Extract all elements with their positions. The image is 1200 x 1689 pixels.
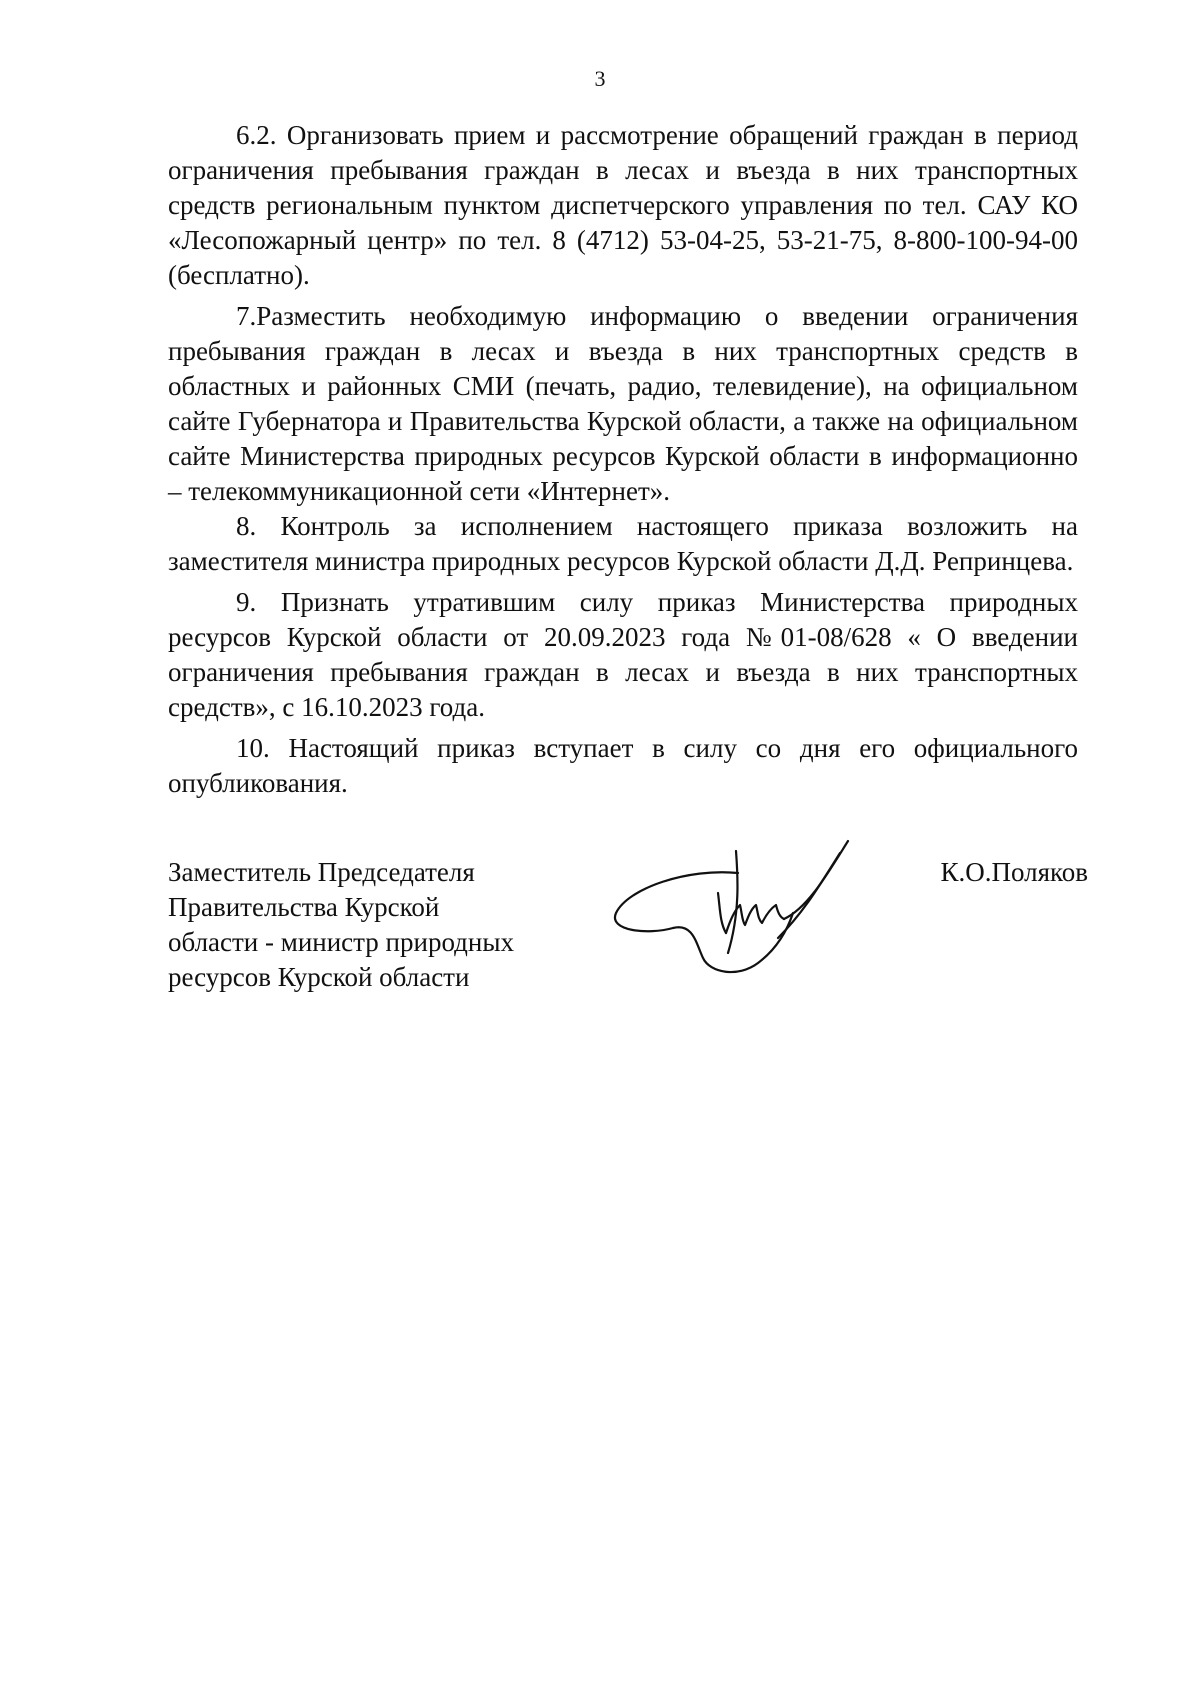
signer-title [168, 855, 568, 995]
signature-block [168, 855, 1088, 1015]
signer-title-line: Правительства Курской [168, 892, 440, 922]
signer-title-line: Заместитель Председателя [168, 857, 475, 887]
document-body [168, 118, 1078, 801]
handwritten-signature [608, 833, 878, 983]
paragraph-8: 8. Контроль за исполнением настоящего приказа возложить на заместителя министра природных ресурсов Курской области Д.Д. Репринцева. [168, 511, 1078, 576]
signer-title-line: области - министр природных [168, 927, 514, 957]
page-number: 3 [594, 66, 606, 91]
paragraph-7: 7.Разместить необходимую информацию о введении ограничения пребывания граждан в лесах и въезда в них транспортных средств в областных и районных СМИ (печать, радио, телевидение), на официальном сайте Губернатора и Правительства Курской области, а также на официальном сайте Министерства природных ресурсов Курской области в информационно – телекоммуникационной сети «Интернет». [168, 301, 1078, 506]
paragraph-10: 10. Настоящий приказ вступает в силу со дня его официального опубликования. [168, 733, 1078, 798]
signer-title-line: ресурсов Курской области [168, 962, 470, 992]
paragraph-9: 9. Признать утратившим силу приказ Министерства природных ресурсов Курской области от 20.09.2023 года №01-08/628 « О введении ограничения пребывания граждан в лесах и въезда в них транспортных средств», с 16.10.2023 года. [168, 587, 1078, 722]
paragraph-6-2: 6.2. Организовать прием и рассмотрение обращений граждан в период ограничения пребывания граждан в лесах и въезда в них транспортных средств региональным пунктом диспетчерского управления по тел. САУ КО «Лесопожарный центр» по тел. 8 (4712) 53-04-25, 53-21-75, 8-800-100-94-00 (бесплатно). [168, 120, 1078, 290]
signer-name: К.О.Поляков [940, 857, 1088, 887]
